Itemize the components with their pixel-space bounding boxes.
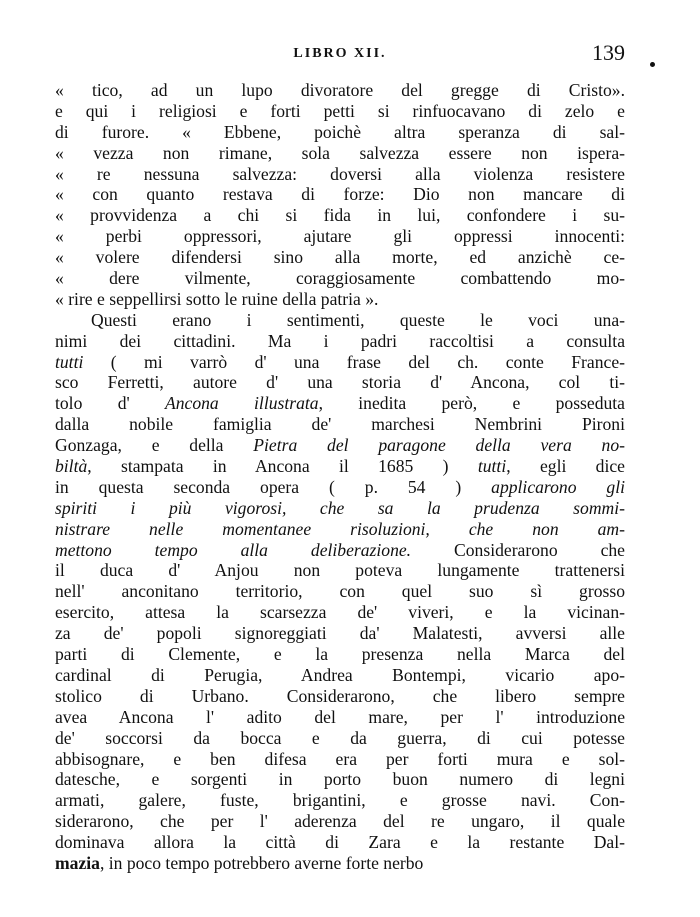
text-segment: « perbi oppressori, ajutare gli oppressi innocenti: bbox=[55, 226, 625, 247]
text-line bbox=[55, 790, 625, 811]
text-segment: dominava allora la città di Zara e la restante Dal- bbox=[55, 832, 625, 853]
text-line bbox=[55, 540, 625, 561]
text-segment: tutti bbox=[477, 456, 507, 477]
text-segment: mazia bbox=[55, 852, 100, 873]
text-segment: , stampata in Ancona il 1685 ) bbox=[87, 456, 478, 477]
text-line bbox=[55, 853, 625, 874]
text-segment: « tico, ad un lupo divoratore del gregge di Cristo». bbox=[55, 80, 625, 100]
text-segment: de' soccorsi da bocca e da guerra, di cui potesse bbox=[55, 727, 625, 748]
text-segment: avea Ancona l' adito del mare, per l' introduzione bbox=[55, 706, 625, 727]
text-line bbox=[55, 644, 625, 665]
text-segment: nistrare nelle momentanee risoluzioni, che non am- bbox=[55, 518, 625, 539]
text-segment: Ancona illustrata bbox=[164, 393, 319, 414]
text-line bbox=[55, 393, 625, 414]
page-header bbox=[55, 40, 625, 68]
text-line bbox=[55, 310, 625, 331]
text-segment: Pietra del paragone della vera no- bbox=[253, 435, 625, 456]
text-segment: armati, galere, fuste, brigantini, e grosse navi. Con- bbox=[55, 790, 625, 811]
text-line bbox=[55, 414, 625, 435]
text-segment: « re nessuna salvezza: doversi alla violenza resistere bbox=[55, 163, 625, 184]
text-line bbox=[55, 665, 625, 686]
text-line bbox=[55, 769, 625, 790]
text-segment: , in poco tempo potrebbero averne forte nerbo bbox=[99, 852, 424, 873]
text-segment: sco Ferretti, autore d' una storia d' Ancona, col ti- bbox=[55, 372, 625, 393]
text-segment: datesche, e sorgenti in porto buon numero di legni bbox=[55, 769, 625, 790]
text-segment: Considerarono che bbox=[411, 539, 625, 560]
text-line bbox=[55, 498, 625, 519]
running-head: LIBRO XII. bbox=[293, 46, 387, 61]
text-segment: il duca d' Anjou non poteva lungamente trattenersi bbox=[55, 560, 625, 581]
text-segment: « con quanto restava di forze: Dio non mancare di bbox=[55, 184, 625, 205]
text-line bbox=[55, 80, 625, 101]
text-segment: Gonzaga, e della bbox=[55, 435, 254, 456]
text-line bbox=[55, 581, 625, 602]
text-segment: Questi erano i sentimenti, queste le voci una- bbox=[91, 309, 625, 330]
text-line bbox=[55, 372, 625, 393]
text-line bbox=[55, 707, 625, 728]
text-line bbox=[55, 832, 625, 853]
text-segment: « provvidenza a chi si fida in lui, confondere i su- bbox=[55, 205, 625, 226]
text-segment: « vezza non rimane, sola salvezza essere non ispera- bbox=[55, 142, 625, 163]
text-line bbox=[55, 247, 625, 268]
text-line bbox=[55, 226, 625, 247]
text-line bbox=[55, 728, 625, 749]
text-line bbox=[55, 560, 625, 581]
text-line bbox=[55, 352, 625, 373]
page-number: 139 bbox=[592, 40, 625, 65]
text-segment: , inedita però, e posseduta bbox=[318, 393, 625, 414]
text-segment: nell' anconitano territorio, con quel suo sì grosso bbox=[55, 581, 625, 602]
text-line bbox=[55, 205, 625, 226]
text-segment: cardinal di Perugia, Andrea Bontempi, vicario apo- bbox=[55, 664, 625, 685]
text-segment: tolo d' bbox=[55, 393, 165, 414]
text-segment: , egli dice bbox=[506, 456, 625, 477]
text-segment: nimi dei cittadini. Ma i padri raccoltisi a consulta bbox=[55, 330, 625, 351]
text-line bbox=[55, 623, 625, 644]
text-line bbox=[55, 749, 625, 770]
text-line bbox=[55, 143, 625, 164]
text-line bbox=[55, 164, 625, 185]
text-segment: siderarono, che per l' aderenza del re ungaro, il quale bbox=[55, 811, 625, 832]
text-line bbox=[55, 811, 625, 832]
text-line bbox=[55, 602, 625, 623]
text-line bbox=[55, 477, 625, 498]
text-segment: applicarono gli bbox=[491, 476, 625, 497]
text-line bbox=[55, 101, 625, 122]
text-line bbox=[55, 331, 625, 352]
text-segment: spiriti i più vigorosi, che sa la prudenza sommi- bbox=[55, 497, 625, 518]
text-segment: za de' popoli signoreggiati da' Malatesti, avversi alle bbox=[55, 623, 625, 644]
text-line bbox=[55, 268, 625, 289]
text-segment: e qui i religiosi e forti petti si rinfuocavano di zelo e bbox=[55, 100, 625, 121]
text-segment: tutti bbox=[55, 351, 84, 372]
text-segment: dalla nobile famiglia de' marchesi Nembrini Pironi bbox=[55, 414, 625, 435]
text-line bbox=[55, 289, 625, 310]
text-segment: di furore. « Ebbene, poichè altra speranza di sal- bbox=[55, 121, 625, 142]
text-segment: « dere vilmente, coraggiosamente combattendo mo- bbox=[55, 268, 625, 289]
text-segment: ( mi varrò d' una frase del ch. conte France- bbox=[83, 351, 625, 372]
text-segment: « volere difendersi sino alla morte, ed anzichè ce- bbox=[55, 247, 625, 268]
text-segment: abbisognare, e ben difesa era per forti mura e sol- bbox=[55, 748, 625, 769]
text-line bbox=[55, 122, 625, 143]
text-segment: mettono tempo alla deliberazione. bbox=[55, 539, 412, 560]
text-segment: parti di Clemente, e la presenza nella Marca del bbox=[55, 644, 625, 665]
text-segment: in questa seconda opera ( p. 54 ) bbox=[55, 476, 492, 497]
text-line bbox=[55, 184, 625, 205]
text-line bbox=[55, 519, 625, 540]
text-line bbox=[55, 435, 625, 456]
body-text bbox=[55, 80, 625, 874]
text-segment: esercito, attesa la scarsezza de' viveri, e la vicinan- bbox=[55, 602, 625, 623]
text-segment: biltà bbox=[55, 456, 88, 477]
text-line bbox=[55, 686, 625, 707]
text-segment: « rire e seppellirsi sotto le ruine della patria ». bbox=[55, 288, 379, 309]
text-segment: stolico di Urbano. Considerarono, che libero sempre bbox=[55, 685, 625, 706]
text-line bbox=[55, 456, 625, 477]
ink-dot-mark bbox=[650, 62, 655, 67]
